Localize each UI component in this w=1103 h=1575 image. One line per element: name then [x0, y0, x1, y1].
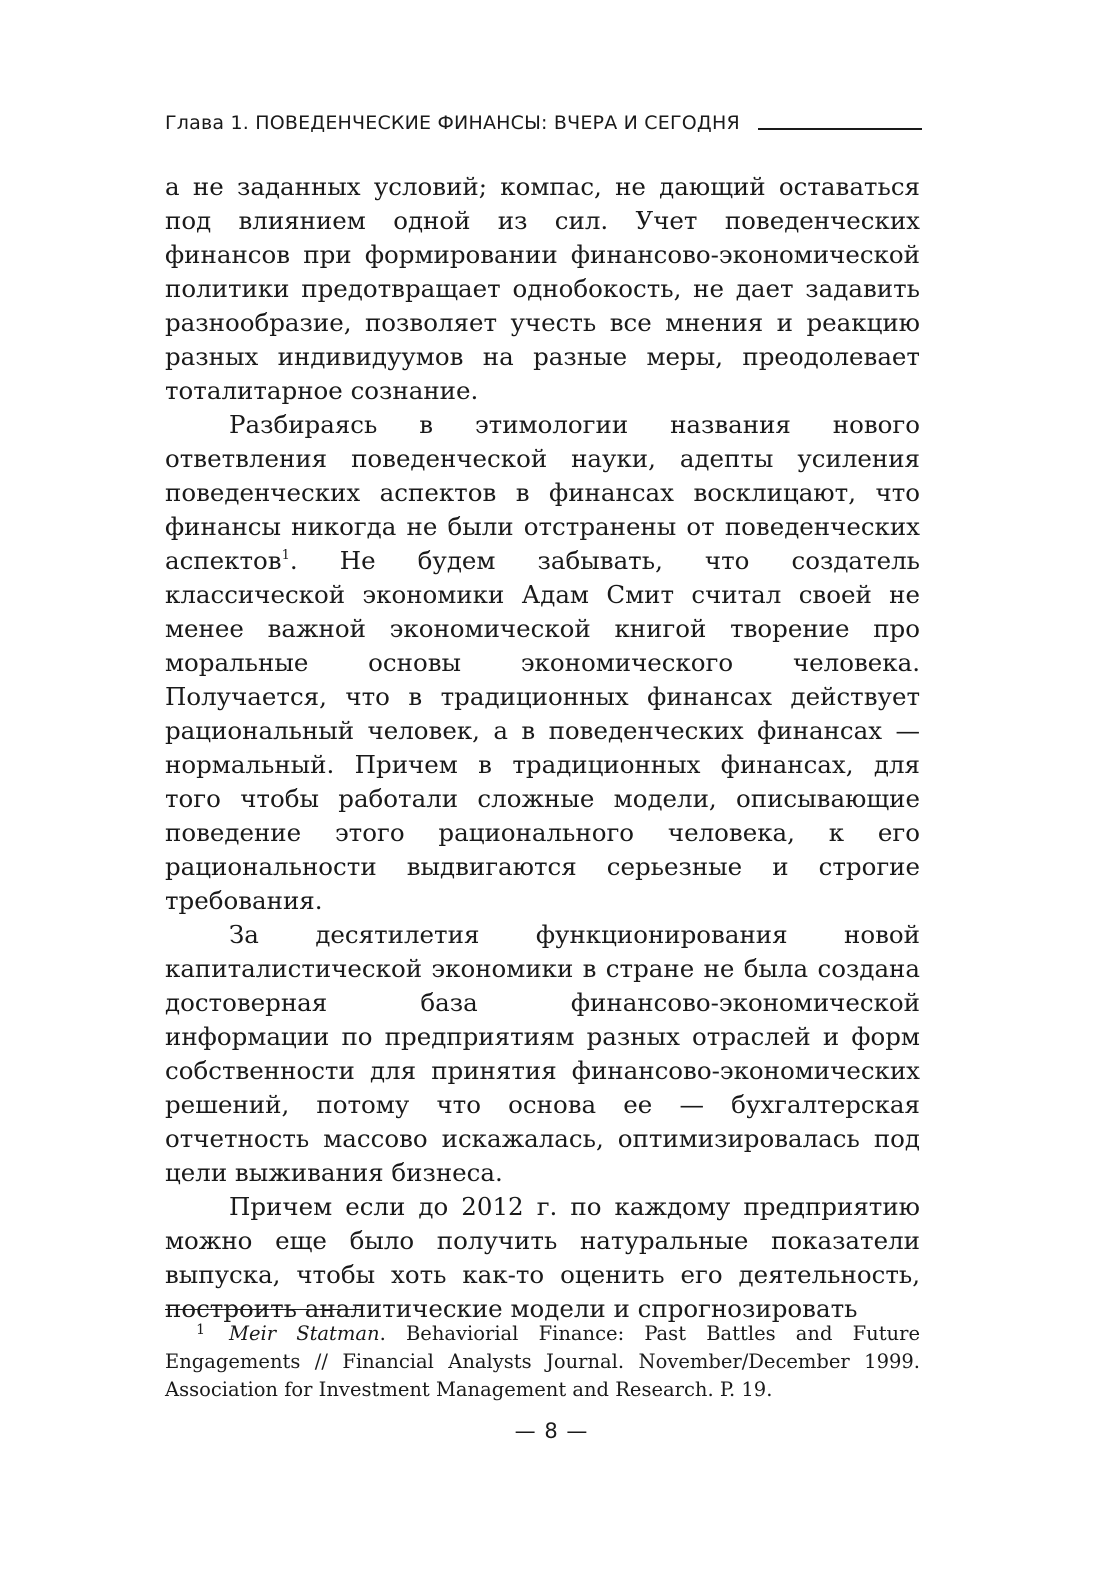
footnote: 1 Meir Statman. Behaviorial Finance: Past Battles and Future Engagements // Financial Analysts Journal. November/December 1999. Association for Investment Management and Research. P. 19. — [165, 1322, 920, 1401]
footnote-reference[interactable]: 1 — [281, 548, 290, 563]
running-head — [165, 112, 922, 134]
paragraph-2-text-b: . Не будем забывать, что создатель классической экономики Адам Смит считал своей не менее важной экономической книгой творение про моральные основы экономического человека. Получается, что в традиционных финансах действует рациональный человек, а в поведенческих финансах — нормальный. Причем в традиционных финансах, для того чтобы работали сложные модели, описывающие поведение этого рационального человека, к его рациональности выдвигаются серьезные и строгие требования. — [165, 546, 920, 915]
main-text — [165, 170, 920, 1326]
paragraph-4: Причем если до 2012 г. по каждому предприятию можно еще было получить натуральные показатели выпуска, чтобы хоть как-то оценить его деятельность, построить аналитические модели и спрогнозировать — [165, 1192, 920, 1323]
paragraph-1: а не заданных условий; компас, не дающий оставаться под влиянием одной из сил. Учет поведенческих финансов при формировании финансово-экономической политики предотвращает однобокость, не дает задавить разнообразие, позволяет учесть все мнения и реакцию разных индивидуумов на разные меры, преодолевает тоталитарное сознание. — [165, 172, 920, 405]
footnote-author: Meir Statman — [229, 1322, 380, 1345]
page-number: — 8 — — [514, 1419, 589, 1443]
paragraph-3: За десятилетия функционирования новой капиталистической экономики в стране не была создана достоверная база финансово-экономической информации по предприятиям разных отраслей и форм собственности для принятия финансово-экономических решений, потому что основа ее — бухгалтерская отчетность массово искажалась, оптимизировалась под цели выживания бизнеса. — [165, 920, 920, 1187]
paragraph-2-text-a: Разбираясь в этимологии названия нового ответвления поведенческой науки, адепты усиления поведенческих аспектов в финансах восклицают, что финансы никогда не были отстранены от поведенческих аспектов — [165, 410, 920, 575]
chapter-title: Глава 1. ПОВЕДЕНЧЕСКИЕ ФИНАНСЫ: ВЧЕРА И СЕГОДНЯ — [165, 112, 740, 134]
footnote-separator — [165, 1309, 363, 1310]
footnote-text: . Behaviorial Finance: Past Battles and Future Engagements // Financial Analysts Journal. November/December 1999. Association for Investment Management and Research. P. 19. — [165, 1322, 920, 1401]
paragraph-2 — [165, 408, 920, 918]
header-rule — [758, 128, 922, 130]
